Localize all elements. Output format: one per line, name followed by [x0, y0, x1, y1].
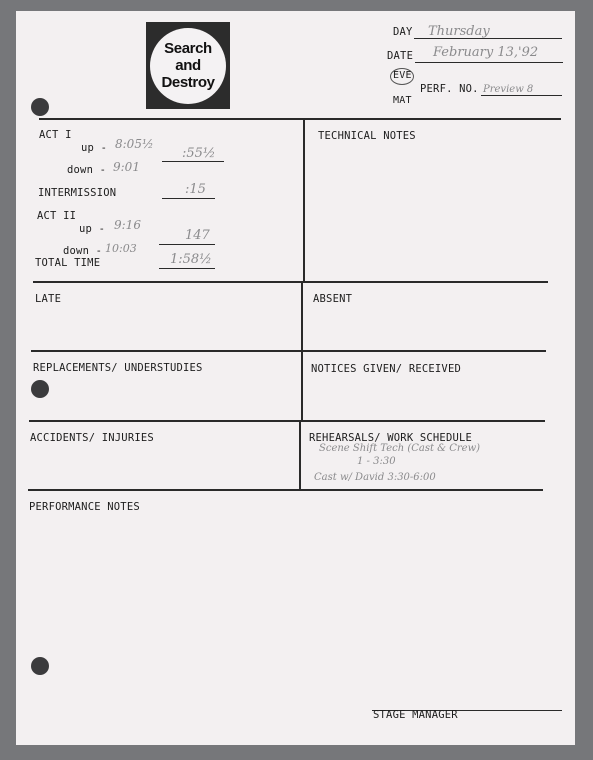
act2-down-label: down -	[63, 245, 103, 257]
logo-line-2: and	[175, 57, 201, 74]
header-divider	[39, 118, 561, 120]
rehearsal-note-line-2: 1 - 3:30	[357, 456, 396, 467]
row-divider-1	[33, 281, 548, 283]
column-divider-3	[299, 420, 301, 490]
intermission-underline	[162, 198, 215, 199]
logo-text	[150, 40, 226, 91]
notices-label: NOTICES GIVEN/ RECEIVED	[311, 363, 461, 375]
act2-duration-underline	[159, 244, 215, 245]
binder-hole-middle	[31, 380, 49, 398]
absent-label: ABSENT	[313, 293, 353, 305]
act2-label: ACT II	[37, 210, 77, 222]
date-underline	[415, 62, 563, 63]
binder-hole-bottom	[31, 657, 49, 675]
binder-hole-top	[31, 98, 49, 116]
logo-line-3: Destroy	[161, 74, 215, 91]
perf-no-underline	[481, 95, 562, 96]
logo-line-1: Search	[164, 40, 212, 57]
perf-no-label: PERF. NO.	[420, 83, 479, 95]
show-logo	[146, 22, 230, 109]
top-column-divider	[303, 118, 305, 281]
act1-down-time: 9:01	[113, 160, 140, 174]
total-time-underline	[159, 268, 215, 269]
intermission-label: INTERMISSION	[38, 187, 117, 199]
performance-notes-label: PERFORMANCE NOTES	[29, 501, 140, 513]
accidents-label: ACCIDENTS/ INJURIES	[30, 432, 154, 444]
perf-no-value: Preview 8	[483, 84, 534, 95]
date-label: DATE	[387, 50, 414, 62]
logo-circle	[150, 28, 226, 104]
day-label: DAY	[393, 26, 413, 38]
row-divider-4	[28, 489, 543, 491]
act2-duration: 147	[185, 228, 210, 243]
eve-label: EVE	[393, 70, 412, 81]
rehearsal-note-line-1: Scene Shift Tech (Cast & Crew)	[319, 443, 481, 454]
act1-up-label: up -	[81, 142, 108, 154]
act1-up-time: 8:05½	[115, 137, 154, 151]
replacements-label: REPLACEMENTS/ UNDERSTUDIES	[33, 362, 203, 374]
rehearsals-label: REHEARSALS/ WORK SCHEDULE	[309, 432, 473, 444]
act2-up-label: up -	[79, 223, 106, 235]
stage-manager-label: STAGE MANAGER	[373, 709, 458, 721]
act1-down-label: down -	[67, 164, 107, 176]
total-time-label: TOTAL TIME	[35, 257, 101, 269]
mat-label: MAT	[393, 95, 412, 106]
act2-up-time: 9:16	[114, 218, 141, 232]
act2-down-time: 10:03	[105, 242, 137, 255]
row-divider-2	[31, 350, 546, 352]
day-value: Thursday	[428, 24, 490, 39]
rehearsal-note-line-3: Cast w/ David 3:30-6:00	[314, 472, 436, 483]
act1-label: ACT I	[39, 129, 72, 141]
row-divider-3	[29, 420, 545, 422]
report-sheet	[16, 11, 575, 745]
date-value: February 13,'92	[433, 45, 539, 60]
late-label: LATE	[35, 293, 62, 305]
technical-notes-label: TECHNICAL NOTES	[318, 130, 416, 142]
total-time-value: 1:58½	[170, 252, 212, 267]
intermission-value: :15	[185, 182, 206, 197]
act1-duration: :55½	[182, 146, 216, 161]
act1-duration-underline	[162, 161, 224, 162]
